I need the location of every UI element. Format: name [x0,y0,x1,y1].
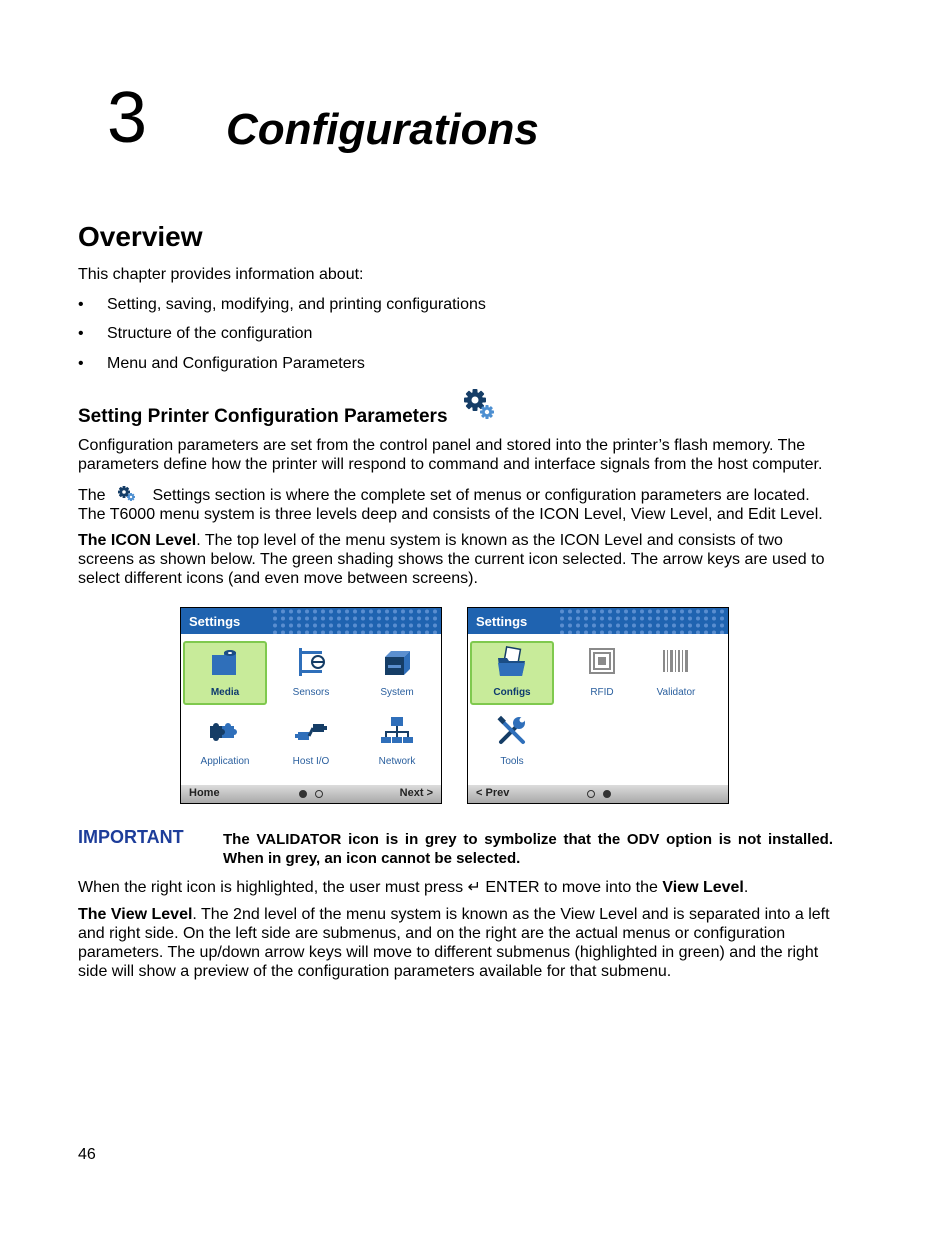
page-indicator [587,790,595,798]
bullet-glyph: • [78,296,84,313]
bullet-text: Structure of the configuration [107,325,313,342]
tile-label: System [380,687,414,698]
tile-label: Validator [656,687,696,698]
para-text: Settings section is where the complete set of menus or configuration parameters are located. The T6000 menu system is three levels deep and consists of the ICON Level, View Level, and Edit Level. [78,487,823,523]
para-text: . The top level of the menu system is known as the ICON Level and consists of two screens as shown below. The green shading shows the current icon selected. The arrow keys are used to select different icons (and even move between screens). [78,532,825,587]
next-button[interactable]: Next > [399,787,433,799]
screen-title: Settings [476,614,528,629]
tile-network[interactable] [355,710,439,774]
overview-intro: This chapter provides information about: [78,266,364,283]
screen-header [468,608,728,634]
enter-paragraph [78,878,838,897]
bullet-glyph: • [78,355,84,372]
config-params-paragraph: Configuration parameters are set from the control panel and stored into the printer’s flash memory. The parameters define how the printer will respond to command and interface signals from the host computer. [78,437,823,473]
media-roll-icon [208,645,242,679]
bullet-glyph: • [78,325,84,342]
rfid-icon [585,645,619,679]
para-text: When the right icon is highlighted, the user must press ↵ ENTER to move into the [78,879,663,896]
tile-validator [634,641,718,705]
tile-host-io[interactable] [269,710,353,774]
prev-button[interactable]: < Prev [476,787,510,799]
application-puzzle-icon [208,714,242,748]
important-label: IMPORTANT [78,827,184,847]
system-printer-icon [380,645,414,679]
important-text: The VALIDATOR icon is in grey to symbolize that the ODV option is not installed. When in grey, an icon cannot be selected. [223,831,833,867]
header-pattern [271,608,441,634]
tile-label: Application [200,756,250,767]
page-indicator-active [299,790,307,798]
screen-footer [181,785,441,803]
settings-screen-2 [467,607,729,804]
page-number: 46 [78,1146,96,1163]
tile-media[interactable] [183,641,267,705]
tile-label: Sensors [292,687,330,698]
tile-label: Tools [500,756,524,767]
network-icon [380,714,414,748]
para-text: The [78,487,106,504]
settings-screen-1 [180,607,442,804]
term-view-level-heading: The View Level [78,906,193,923]
gear-icon [463,388,497,422]
tile-rfid[interactable] [560,641,644,705]
chapter-number: 3 [107,78,148,158]
tile-label: Network [378,756,416,767]
home-button[interactable]: Home [189,787,220,799]
tile-system[interactable] [355,641,439,705]
gear-icon [116,486,142,502]
term-view-level: View Level [662,879,744,896]
header-pattern [558,608,728,634]
bullet-text: Menu and Configuration Parameters [107,355,365,372]
tile-label: RFID [590,687,614,698]
term-icon-level: The ICON Level [78,532,197,549]
screen-header [181,608,441,634]
bullet-text: Setting, saving, modifying, and printing configurations [107,296,486,313]
chapter-title: Configurations [226,105,539,154]
settings-paragraph [78,486,838,524]
tile-sensors[interactable] [269,641,353,705]
icon-level-paragraph [78,531,838,588]
sensors-icon [294,645,328,679]
tile-tools[interactable] [470,710,554,774]
overview-heading: Overview [78,221,203,252]
validator-barcode-icon [659,645,693,679]
host-io-icon [294,714,328,748]
para-text: . [743,879,749,896]
page-indicator [315,790,323,798]
tile-configs[interactable] [470,641,554,705]
configs-folder-icon [495,645,529,679]
tile-label: Host I/O [292,756,330,767]
tile-label: Configs [493,687,531,698]
section-heading: Setting Printer Configuration Parameters [78,406,448,427]
page-indicator-active [603,790,611,798]
tile-application[interactable] [183,710,267,774]
view-level-paragraph [78,905,838,981]
para-text: . The 2nd level of the menu system is known as the View Level and is separated into a left and right side. On the left side are submenus, and on the right are the actual menus or configuration parameters. The up/down arrow keys will move to different submenus (highlighted in green) and the right side will show a preview of the configuration parameters available for that submenu. [78,906,830,980]
screen-title: Settings [189,614,241,629]
tile-label: Media [210,687,240,698]
tools-icon [495,714,529,748]
screen-footer [468,785,728,803]
